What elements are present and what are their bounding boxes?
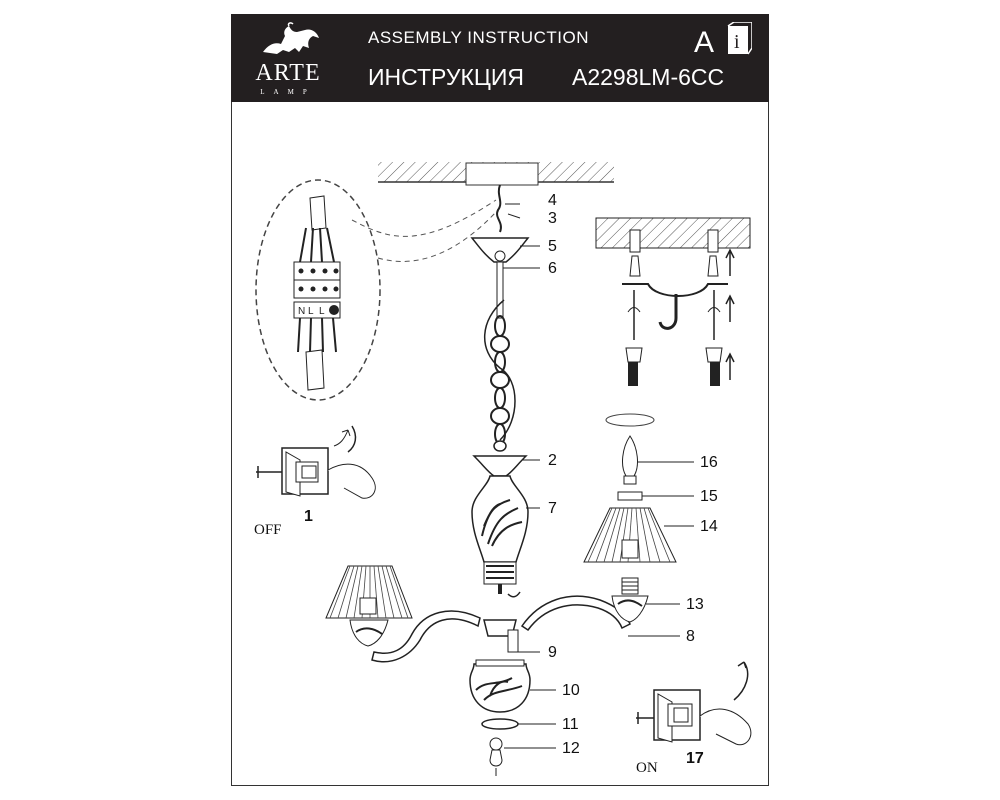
title-english: ASSEMBLY INSTRUCTION <box>368 28 589 47</box>
finial <box>490 738 502 776</box>
ceiling-canopy <box>472 238 528 262</box>
step-number-1: 1 <box>304 508 313 525</box>
part-number-6: 6 <box>548 260 557 277</box>
mounting-bracket-detail <box>596 218 750 386</box>
part-number-11: 11 <box>562 716 579 733</box>
part-number-2: 2 <box>548 452 557 469</box>
bottom-bowl <box>470 660 530 712</box>
part-number-7: 7 <box>548 500 557 517</box>
terminal-block-detail <box>256 180 380 400</box>
ceiling <box>378 162 614 185</box>
switch-on-illustration <box>636 662 751 745</box>
part-number-14: 14 <box>700 518 718 535</box>
brand-name: ARTE <box>255 60 321 86</box>
bulb-detail <box>606 414 654 484</box>
step-number-17: 17 <box>686 750 704 767</box>
title-russian: ИНСТРУКЦИЯ <box>368 64 525 90</box>
nut-plate <box>482 719 518 729</box>
leader-lines <box>503 204 694 748</box>
switch-off-label: OFF <box>254 522 282 538</box>
shade-detail <box>584 508 676 562</box>
terminal-label-l2: L <box>319 306 325 317</box>
supply-wires <box>497 185 501 232</box>
part-number-4: 4 <box>548 192 557 209</box>
part-number-3: 3 <box>548 210 557 227</box>
part-number-13: 13 <box>686 596 704 613</box>
terminal-label-n: N <box>298 306 306 317</box>
candle-arms <box>372 592 630 662</box>
part-number-5: 5 <box>548 238 557 255</box>
top-cup <box>474 456 526 476</box>
model-number: A2298LM-6CC <box>572 64 725 90</box>
rod <box>497 262 503 318</box>
part-number-15: 15 <box>700 488 718 505</box>
part-number-9: 9 <box>548 644 557 661</box>
switch-off-illustration <box>256 426 375 498</box>
part-number-8: 8 <box>686 628 695 645</box>
chain <box>485 300 515 444</box>
part-number-10: 10 <box>562 682 580 699</box>
ceramic-vase <box>472 476 528 594</box>
terminal-label-l1: L <box>308 306 314 317</box>
hub-nut <box>508 630 518 652</box>
brand-subtitle: LAMP <box>260 88 316 96</box>
left-shade-assembly <box>326 566 412 646</box>
part-number-12: 12 <box>562 740 580 757</box>
section-letter: A <box>694 26 715 59</box>
shade-ring <box>618 492 642 500</box>
switch-on-label: ON <box>636 760 658 776</box>
svg-text:i: i <box>734 31 740 53</box>
part-number-16: 16 <box>700 454 718 471</box>
